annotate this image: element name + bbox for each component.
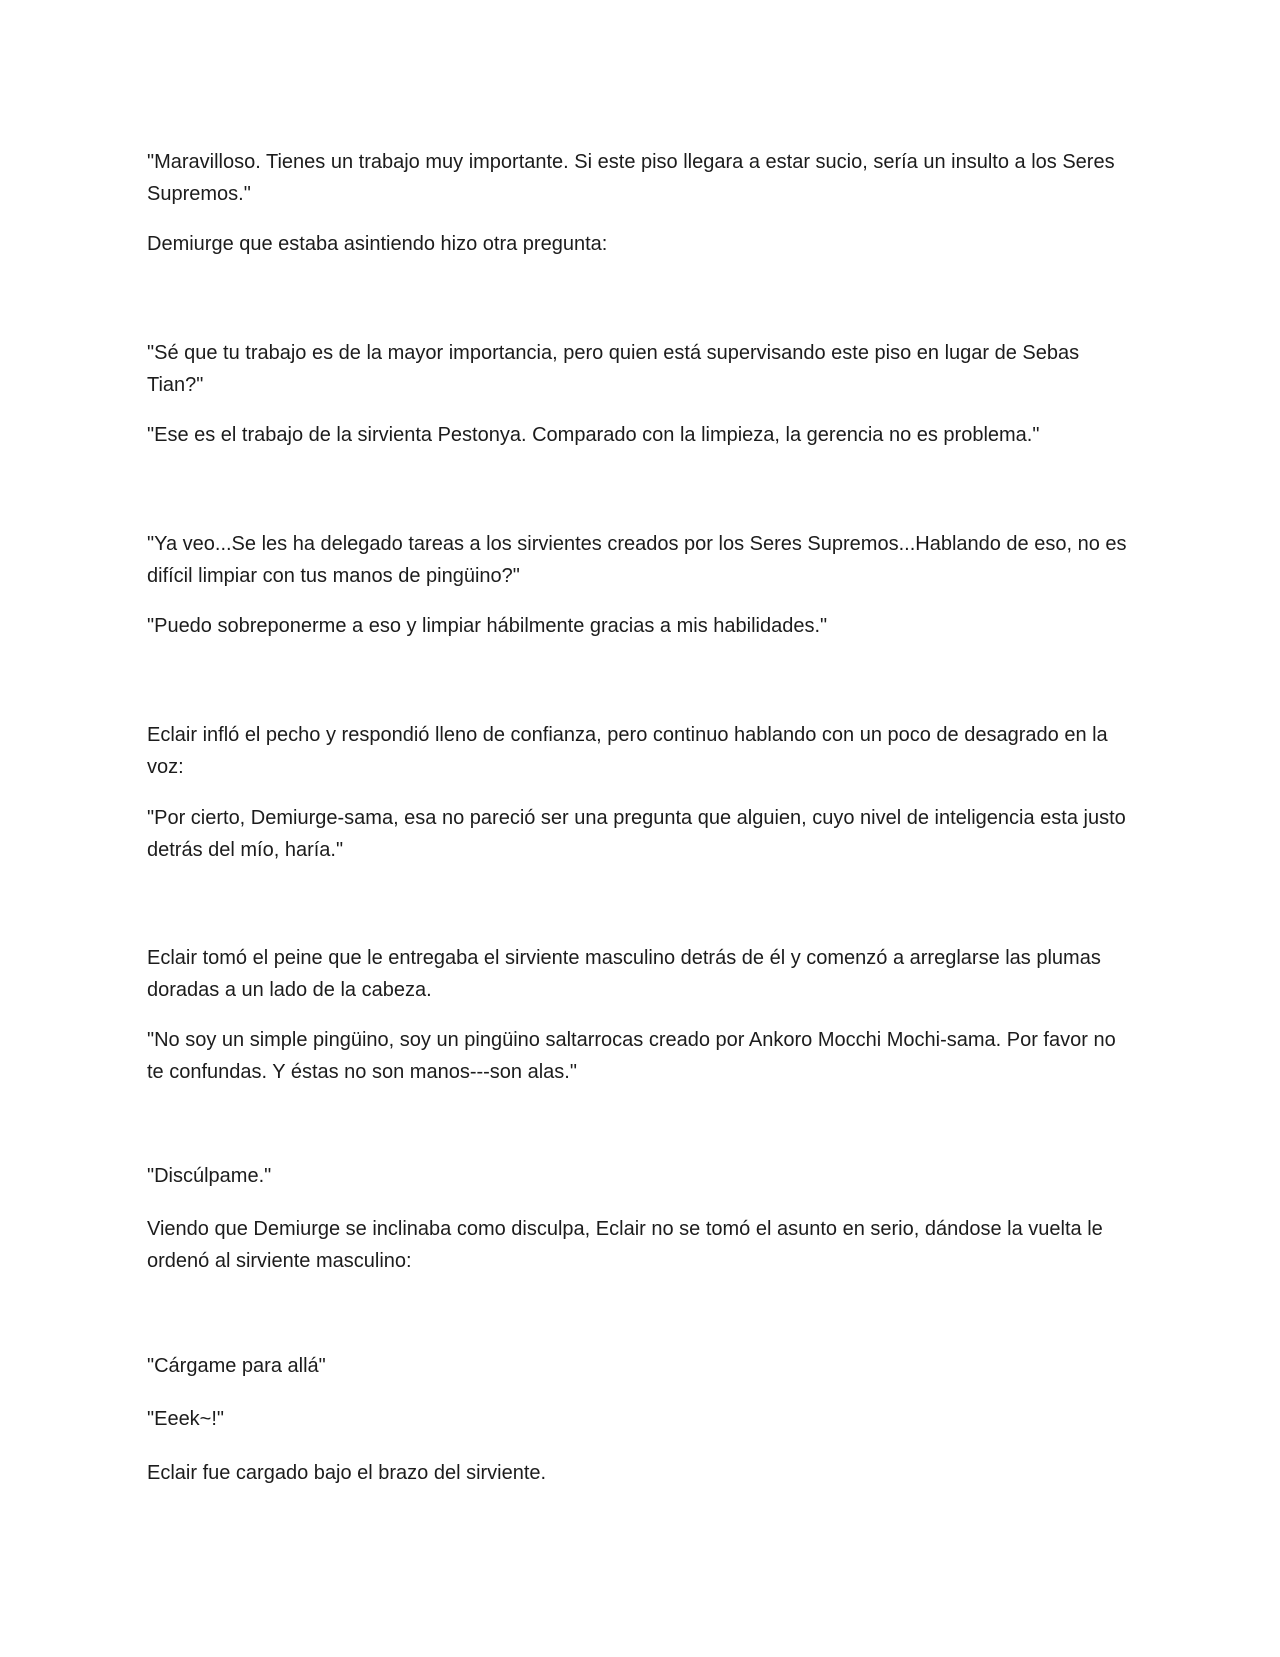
paragraph-8: "Por cierto, Demiurge-sama, esa no pareció ser una pregunta que alguien, cuyo nivel de inteligencia esta justo detrás del mío, haría."	[147, 807, 1126, 861]
paragraph-9: Eclair tomó el peine que le entregaba el sirviente masculino detrás de él y comenzó a arreglarse las plumas doradas a un lado de la cabeza.	[147, 947, 1101, 1001]
paragraph-5: "Ya veo...Se les ha delegado tareas a los sirvientes creados por los Seres Supremos...Hablando de eso, no es difícil limpiar con tus manos de pingüino?"	[147, 533, 1127, 587]
paragraph-3: "Sé que tu trabajo es de la mayor importancia, pero quien está supervisando este piso en lugar de Sebas Tian?"	[147, 342, 1080, 396]
paragraph-14: "Eeek~!"	[147, 1408, 225, 1430]
paragraph-10: "No soy un simple pingüino, soy un pingüino saltarrocas creado por Ankoro Mocchi Mochi-sama. Por favor no te confundas. Y éstas no son manos---son alas."	[147, 1029, 1116, 1083]
paragraph-12: Viendo que Demiurge se inclinaba como disculpa, Eclair no se tomó el asunto en serio, dándose la vuelta le ordenó al sirviente masculino:	[147, 1218, 1103, 1272]
paragraph-13: "Cárgame para allá"	[147, 1355, 326, 1377]
paragraph-15: Eclair fue cargado bajo el brazo del sirviente.	[147, 1462, 547, 1484]
paragraph-11: "Discúlpame."	[147, 1165, 272, 1187]
paragraph-6: "Puedo sobreponerme a eso y limpiar hábilmente gracias a mis habilidades."	[147, 615, 828, 637]
paragraph-4: "Ese es el trabajo de la sirvienta Pestonya. Comparado con la limpieza, la gerencia no es problema."	[147, 424, 1040, 446]
paragraph-7: Eclair infló el pecho y respondió lleno de confianza, pero continuo hablando con un poco de desagrado en la voz:	[147, 724, 1108, 778]
paragraph-1: "Maravilloso. Tienes un trabajo muy importante. Si este piso llegara a estar sucio, sería un insulto a los Seres Supremos."	[147, 151, 1115, 205]
paragraph-2: Demiurge que estaba asintiendo hizo otra pregunta:	[147, 233, 608, 255]
